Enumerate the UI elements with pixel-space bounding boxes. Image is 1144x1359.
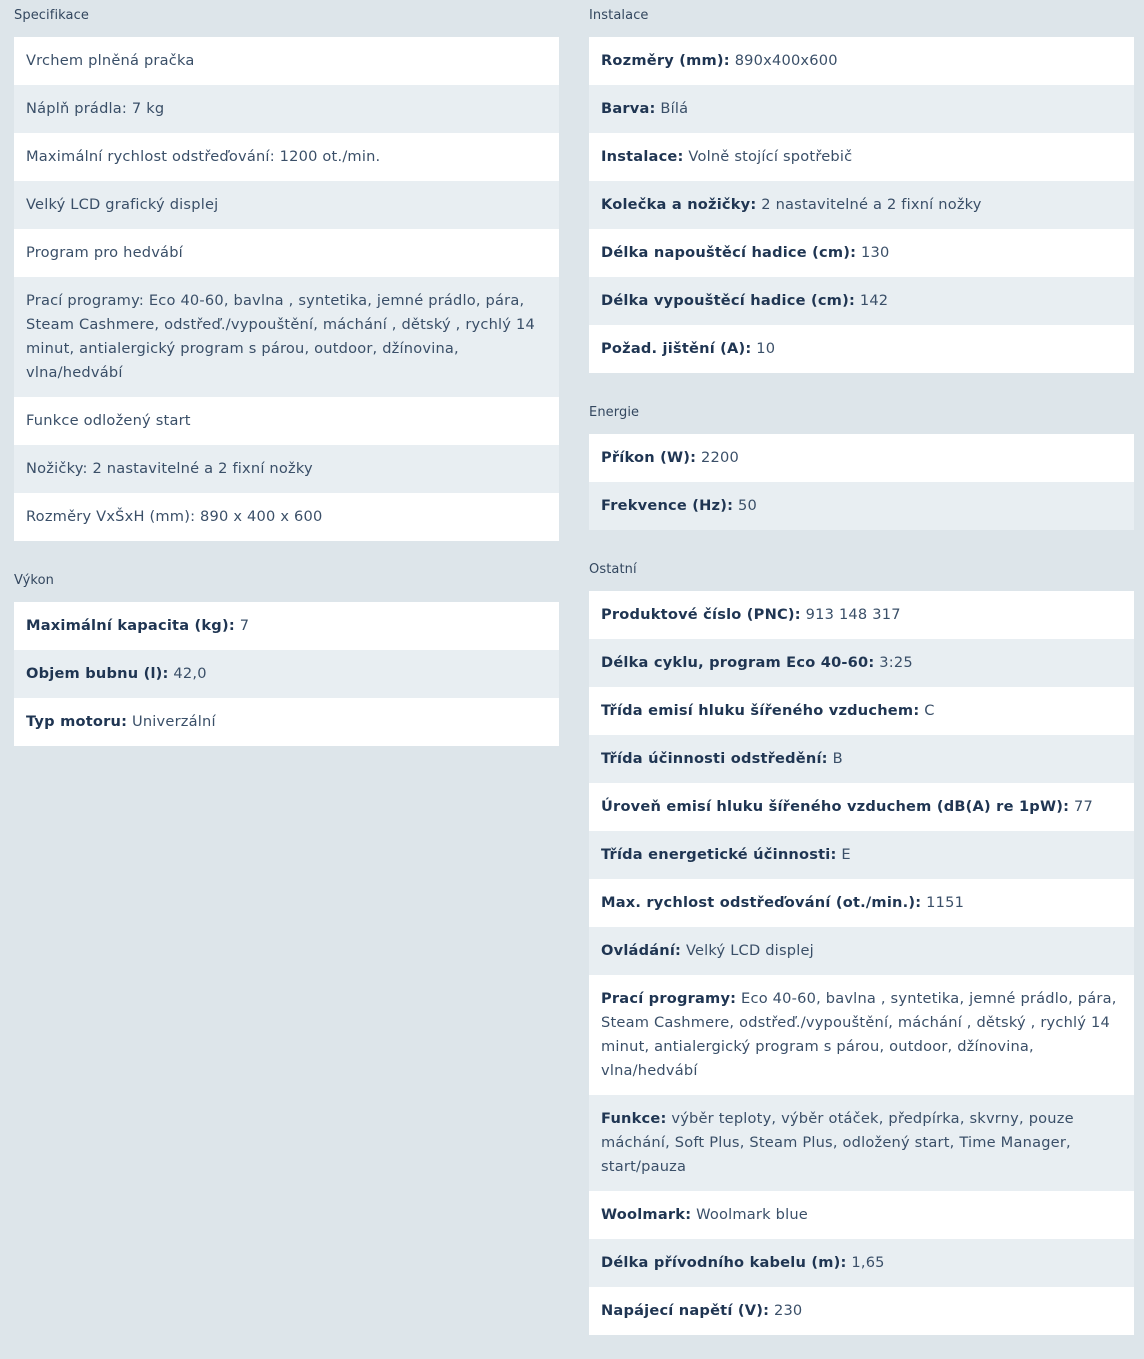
spec-row [589,1287,1134,1335]
spec-label: Délka přívodního kabelu (m): [601,1254,847,1271]
spec-row [589,434,1134,482]
spec-value: 2200 [701,449,739,466]
spec-row [589,927,1134,975]
spec-value: 1151 [926,894,965,911]
spec-list [14,37,559,541]
left-column [14,0,559,770]
spec-item: Náplň prádla: 7 kg [14,85,559,133]
vykon-list [14,602,559,746]
instalace-list [589,37,1134,373]
spec-label: Typ motoru: [26,713,128,730]
spec-item: Vrchem plněná pračka [14,37,559,85]
spec-label: Produktové číslo (PNC): [601,606,801,623]
spec-row [14,650,559,698]
spec-value: 3:25 [879,654,913,671]
spec-label: Woolmark: [601,1206,692,1223]
spec-label: Třída emisí hluku šířeného vzduchem: [601,702,920,719]
spec-label: Úroveň emisí hluku šířeného vzduchem (dB(A) re 1pW): [601,798,1070,815]
spec-row [589,229,1134,277]
spec-label: Délka vypouštěcí hadice (cm): [601,292,855,309]
spec-label: Max. rychlost odstřeďování (ot./min.): [601,894,922,911]
spec-item: Funkce odložený start [14,397,559,445]
spec-row [589,639,1134,687]
section-ostatni [589,554,1134,1335]
spec-label: Délka napouštěcí hadice (cm): [601,244,857,261]
spec-label: Objem bubnu (l): [26,665,169,682]
spec-value: 890x400x600 [734,52,838,69]
spec-item: Prací programy: Eco 40-60, bavlna , syntetika, jemné prádlo, pára, Steam Cashmere, odstřeď./vypouštění, máchání , dětský , rychlý 14 minut, antialergický program s párou, outdoor, džínovina, vlna/hedvábí [14,277,559,397]
spec-label: Prací programy: [601,990,737,1007]
spec-label: Maximální kapacita (kg): [26,617,235,634]
spec-value: 10 [756,340,776,357]
spec-row [14,602,559,650]
spec-row [589,85,1134,133]
spec-row [589,325,1134,373]
section-title-instalace: Instalace [589,8,649,23]
section-title-ostatni: Ostatní [589,562,637,577]
spec-row [589,591,1134,639]
spec-label: Funkce: [601,1110,667,1127]
spec-value: Bílá [660,100,689,117]
spec-value: E [841,846,851,863]
spec-row [589,1191,1134,1239]
spec-row [589,482,1134,530]
spec-value: 2 nastavitelné a 2 fixní nožky [761,196,982,213]
spec-label: Třída energetické účinnosti: [601,846,837,863]
spec-label: Délka cyklu, program Eco 40-60: [601,654,875,671]
spec-row [589,133,1134,181]
spec-value: 230 [773,1302,803,1319]
spec-label: Příkon (W): [601,449,697,466]
spec-row [589,831,1134,879]
spec-row [589,181,1134,229]
spec-item: Velký LCD grafický displej [14,181,559,229]
spec-value: 1,65 [851,1254,885,1271]
spec-label: Instalace: [601,148,684,165]
section-title-energie: Energie [589,405,640,420]
spec-row [589,277,1134,325]
section-energie [589,397,1134,530]
spec-row [589,1239,1134,1287]
spec-row [589,1095,1134,1191]
spec-row [589,687,1134,735]
spec-value: 50 [738,497,757,514]
spec-value: 130 [861,244,890,261]
ostatni-list [589,591,1134,1335]
spec-value: Eco 40-60, bavlna , syntetika, jemné prádlo, pára, Steam Cashmere, odstřeď./vypouštění, máchání , dětský , rychlý 14 minut, antialergický program s párou, outdoor, džínovina, vlna/hedvábí [601,990,1117,1079]
section-title-vykon: Výkon [14,573,54,588]
section-title-specifikace: Specifikace [14,8,89,23]
spec-value: 913 148 317 [805,606,901,623]
spec-item: Rozměry VxŠxH (mm): 890 x 400 x 600 [14,493,559,541]
spec-value: 42,0 [173,665,207,682]
spec-value: 142 [859,292,889,309]
section-vykon [14,565,559,746]
spec-label: Rozměry (mm): [601,52,730,69]
spec-item: Program pro hedvábí [14,229,559,277]
spec-label: Kolečka a nožičky: [601,196,757,213]
section-instalace [589,0,1134,373]
spec-label: Třída účinnosti odstředění: [601,750,828,767]
spec-row [589,37,1134,85]
spec-value: C [924,702,935,719]
spec-value: 77 [1074,798,1093,815]
right-column [589,0,1134,1359]
spec-value: B [832,750,843,767]
spec-value: výběr teploty, výběr otáček, předpírka, skvrny, pouze máchání, Soft Plus, Steam Plus, odložený start, Time Manager, start/pauza [601,1110,1074,1175]
spec-value: Univerzální [131,713,216,730]
spec-value: 7 [239,617,250,634]
spec-label: Ovládání: [601,942,682,959]
spec-row [589,735,1134,783]
spec-label: Frekvence (Hz): [601,497,734,514]
spec-label: Barva: [601,100,656,117]
energie-list [589,434,1134,530]
spec-value: Woolmark blue [696,1206,808,1223]
spec-row [589,783,1134,831]
spec-item: Nožičky: 2 nastavitelné a 2 fixní nožky [14,445,559,493]
spec-value: Volně stojící spotřebič [688,148,853,165]
spec-row [589,975,1134,1095]
section-specifikace [14,0,559,541]
spec-row [14,698,559,746]
spec-item: Maximální rychlost odstřeďování: 1200 ot./min. [14,133,559,181]
spec-value: Velký LCD displej [685,942,814,959]
spec-label: Napájecí napětí (V): [601,1302,770,1319]
spec-row [589,879,1134,927]
spec-label: Požad. jištění (A): [601,340,752,357]
